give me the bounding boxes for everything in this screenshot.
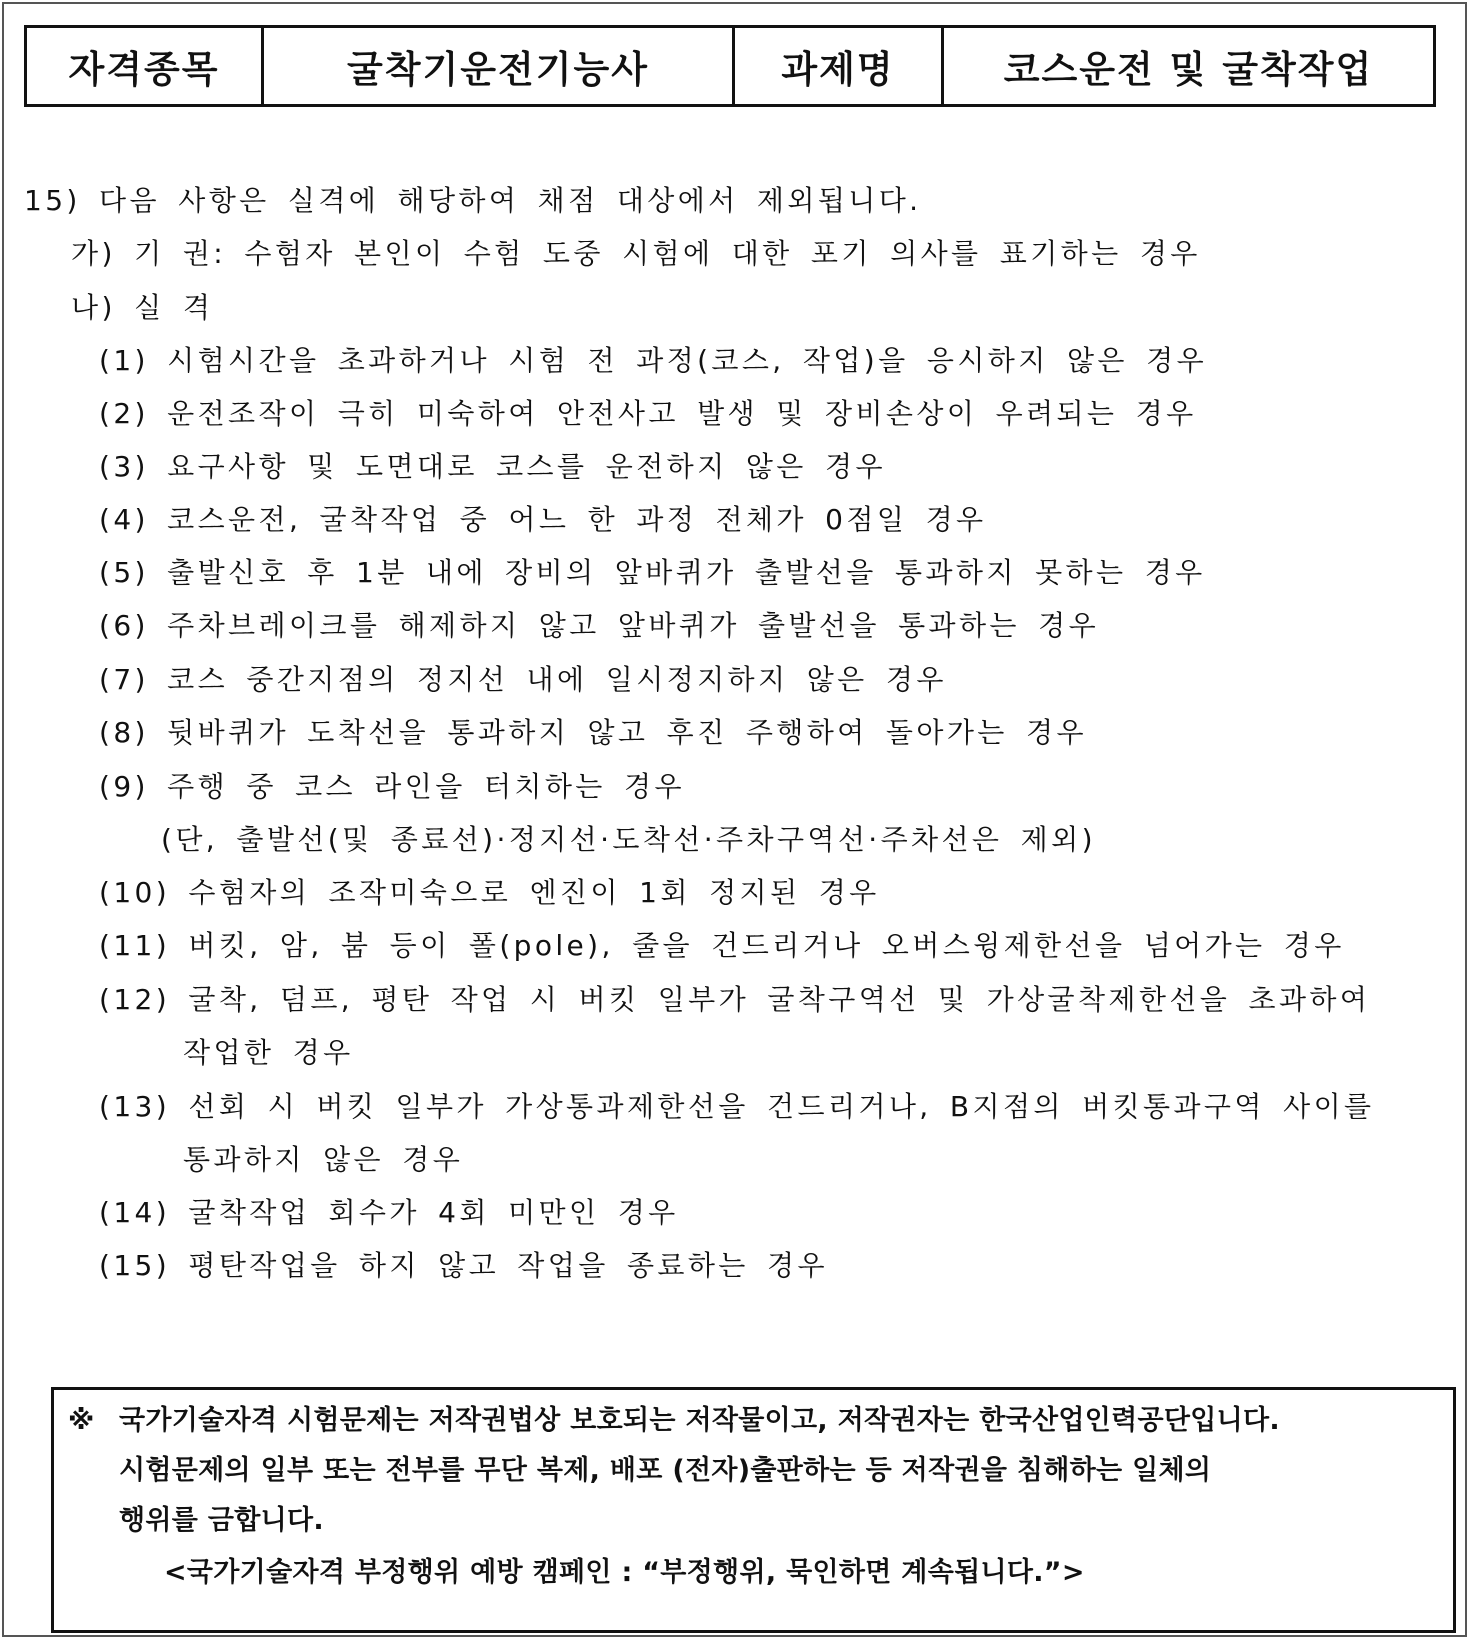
list-item: (8) 뒷바퀴가 도착선을 통과하지 않고 후진 주행하여 돌아가는 경우 [99, 716, 1087, 749]
list-item: (9) 주행 중 코스 라인을 터치하는 경우 [99, 770, 685, 803]
reference-mark: ※ [68, 1405, 95, 1436]
task-label: 과제명 [734, 27, 943, 106]
section-title: 15) 다음 사항은 실격에 해당하여 채점 대상에서 제외됩니다. [24, 184, 922, 217]
notice-line-1: 국가기술자격 시험문제는 저작권법상 보호되는 저작물이고, 저작권자는 한국산업인력공단입니다. [119, 1405, 1280, 1436]
task-value: 코스운전 및 굴착작업 [943, 27, 1435, 106]
list-item: (13) 선회 시 버킷 일부가 가상통과제한선을 건드리거나, B지점의 버킷통과구역 사이를 [99, 1090, 1375, 1123]
list-item: (11) 버킷, 암, 붐 등이 폴(pole), 줄을 건드리거나 오버스윙제한선을 넘어가는 경우 [99, 929, 1345, 962]
list-item-continuation: 통과하지 않은 경우 [183, 1143, 464, 1176]
copyright-notice [51, 1387, 1456, 1633]
list-item: (10) 수험자의 조작미숙으로 엔진이 1회 정지된 경우 [99, 876, 880, 909]
qualification-label: 자격종목 [26, 27, 263, 106]
list-item: (2) 운전조작이 극히 미숙하여 안전사고 발생 및 장비손상이 우려되는 경우 [99, 397, 1197, 430]
list-item: (6) 주차브레이크를 해제하지 않고 앞바퀴가 출발선을 통과하는 경우 [99, 609, 1100, 642]
disqualify-heading: 나) 실 격 [71, 291, 214, 324]
list-item: (12) 굴착, 덤프, 평탄 작업 시 버킷 일부가 굴착구역선 및 가상굴착제한선을 초과하여 [99, 983, 1371, 1016]
list-item: (5) 출발신호 후 1분 내에 장비의 앞바퀴가 출발선을 통과하지 못하는 경우 [99, 556, 1206, 589]
list-item: (1) 시험시간을 초과하거나 시험 전 과정(코스, 작업)을 응시하지 않은 경우 [99, 344, 1208, 377]
list-item-continuation: 작업한 경우 [183, 1036, 354, 1069]
notice-line-3: 행위를 금합니다. [119, 1505, 324, 1536]
list-item-note: (단, 출발선(및 종료선)·정지선·도착선·주차구역선·주차선은 제외) [161, 823, 1096, 856]
abandon-clause: 가) 기 권: 수험자 본인이 수험 도중 시험에 대한 포기 의사를 표기하는 경우 [71, 237, 1201, 270]
list-item: (7) 코스 중간지점의 정지선 내에 일시정지하지 않은 경우 [99, 663, 947, 696]
list-item: (3) 요구사항 및 도면대로 코스를 운전하지 않은 경우 [99, 450, 886, 483]
list-item: (4) 코스운전, 굴착작업 중 어느 한 과정 전체가 0점일 경우 [99, 503, 987, 536]
header-table [24, 25, 1436, 107]
notice-line-2: 시험문제의 일부 또는 전부를 무단 복제, 배포 (전자)출판하는 등 저작권을 침해하는 일체의 [119, 1455, 1212, 1486]
document-page [2, 2, 1467, 1637]
campaign-slogan: <국가기술자격 부정행위 예방 캠페인 : “부정행위, 묵인하면 계속됩니다.”> [164, 1557, 1085, 1588]
qualification-value: 굴착기운전기능사 [263, 27, 734, 106]
list-item: (15) 평탄작업을 하지 않고 작업을 종료하는 경우 [99, 1249, 828, 1282]
list-item: (14) 굴착작업 회수가 4회 미만인 경우 [99, 1196, 679, 1229]
